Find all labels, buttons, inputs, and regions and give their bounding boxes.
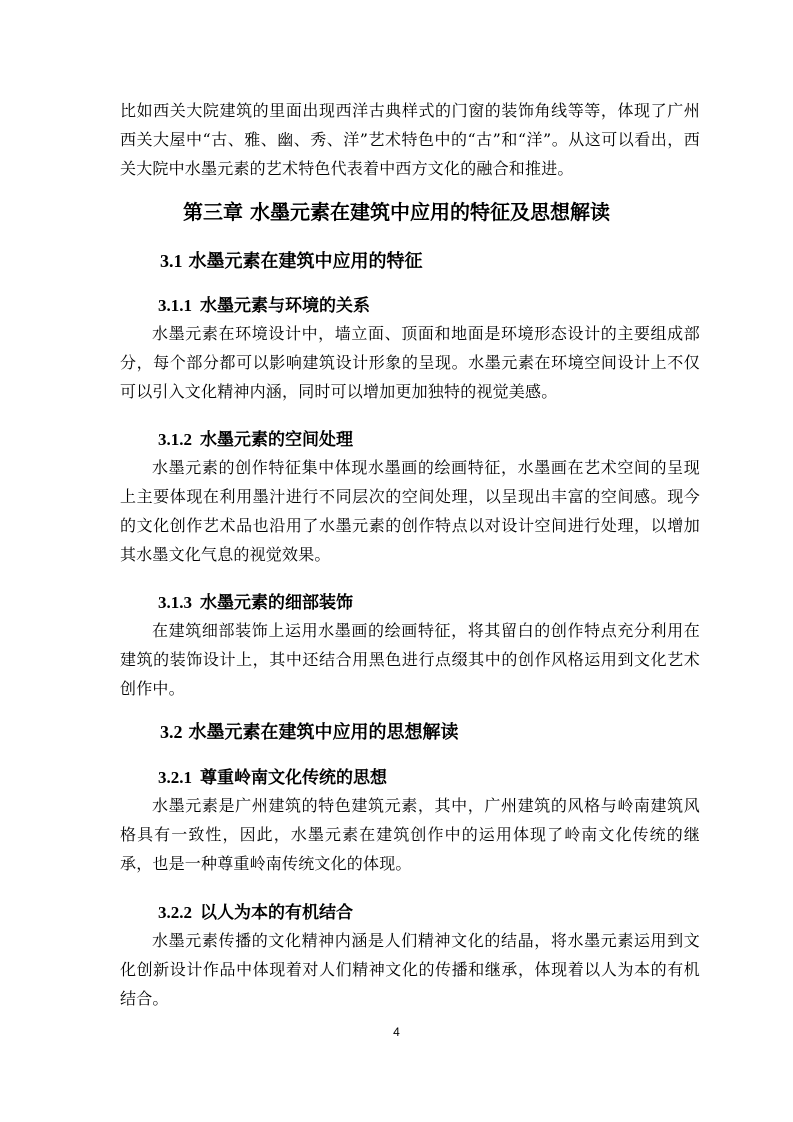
subsection-paragraph-3-2-2: 水墨元素传播的文化精神内涵是人们精神文化的结晶，将水墨元素运用到文化创新设计作品中体现着对人们精神文化的传播和继承，体现着以人为本的有机结合。 — [120, 931, 700, 1008]
section-heading-3-1 — [160, 248, 423, 275]
intro-paragraph: 比如西关大院建筑的里面出现西洋古典样式的门窗的装饰角线等等，体现了广州西关大屋中“古、雅、幽、秀、洋”艺术特色中的“古”和“洋”。从这可以看出，西关大院中水墨元素的艺术特色代表着中西方文化的融合和推进。 — [120, 101, 700, 178]
subsection-paragraph-3-1-3: 在建筑细部装饰上运用水墨画的绘画特征，将其留白的创作特点充分利用在建筑的装饰设计上，其中还结合用黑色进行点缀其中的创作风格运用到文化艺术创作中。 — [120, 621, 700, 698]
subsection-paragraph-3-1-1: 水墨元素在环境设计中，墙立面、顶面和地面是环境形态设计的主要组成部分，每个部分都可以影响建筑设计形象的呈现。水墨元素在环境空间设计上不仅可以引入文化精神内涵，同时可以增加更加独特的视觉美感。 — [120, 324, 700, 401]
subsection-title: 尊重岭南文化传统的思想 — [200, 768, 387, 788]
subsection-number: 3.1.1 — [158, 296, 192, 315]
subsection-heading-3-2-1 — [158, 766, 387, 790]
section-number: 3.1 — [160, 251, 183, 271]
subsection-title: 水墨元素的细部装饰 — [200, 593, 353, 613]
subsection-title: 水墨元素与环境的关系 — [200, 296, 370, 316]
subsection-number: 3.2.2 — [158, 903, 192, 922]
subsection-heading-3-2-2 — [158, 901, 353, 925]
subsection-title: 以人为本的有机结合 — [200, 903, 353, 923]
section-title: 水墨元素在建筑中应用的思想解读 — [188, 722, 459, 743]
subsection-number: 3.2.1 — [158, 768, 192, 787]
subsection-paragraph-3-2-1: 水墨元素是广州建筑的特色建筑元素，其中，广州建筑的风格与岭南建筑风格具有一致性，因此，水墨元素在建筑创作中的运用体现了岭南文化传统的继承，也是一种尊重岭南传统文化的体现。 — [120, 796, 700, 873]
subsection-heading-3-1-2 — [158, 428, 353, 452]
chapter-title: 第三章 水墨元素在建筑中应用的特征及思想解读 — [183, 200, 610, 224]
subsection-paragraph-3-1-2: 水墨元素的创作特征集中体现水墨画的绘画特征，水墨画在艺术空间的呈现上主要体现在利用墨汁进行不同层次的空间处理，以呈现出丰富的空间感。现今的文化创作艺术品也沿用了水墨元素的创作特点以对设计空间进行处理，以增加其水墨文化气息的视觉效果。 — [120, 458, 700, 564]
section-title: 水墨元素在建筑中应用的特征 — [188, 251, 423, 272]
section-heading-3-2 — [160, 719, 459, 746]
subsection-number: 3.1.2 — [158, 430, 192, 449]
subsection-heading-3-1-3 — [158, 591, 353, 615]
subsection-title: 水墨元素的空间处理 — [200, 430, 353, 450]
section-number: 3.2 — [160, 722, 183, 742]
subsection-number: 3.1.3 — [158, 593, 192, 612]
page-number: 4 — [393, 1025, 400, 1039]
subsection-heading-3-1-1 — [158, 294, 370, 318]
